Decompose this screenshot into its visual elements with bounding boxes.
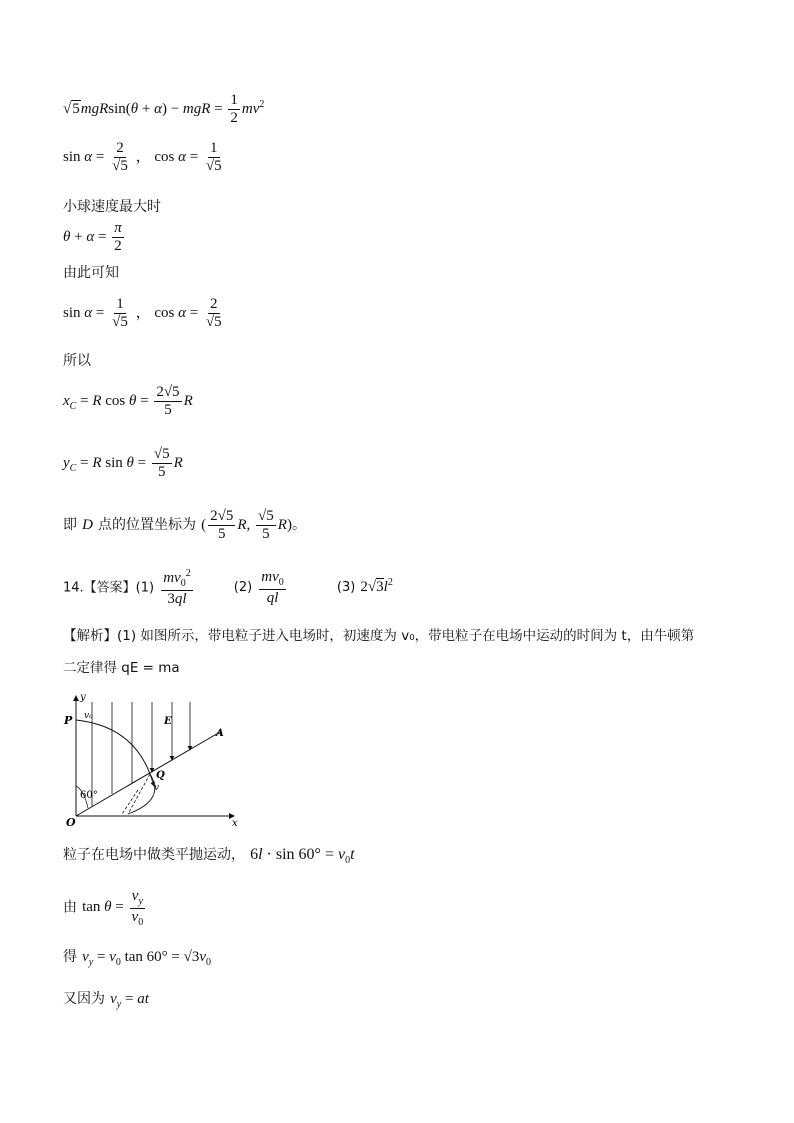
label-v0: v₀ [84,711,93,721]
text-max-speed: 小球速度最大时 [63,199,161,215]
line-oa [76,732,220,816]
text-so: 所以 [63,353,91,369]
label-o: O [66,816,76,829]
equation-vy: 得 $v_y = v_0$ $\tan 60^\circ = √3v_0$ [63,949,212,968]
equation-theta-alpha: θ + α = $\frac{\pi}{2}$ [63,220,122,255]
equation-tan: 由 tan θ = $\frac{v_y}{v_0}$ [63,888,144,928]
equation-xc: $x_C = R$ cos θ = $\frac{2√5}{5}$ R [63,384,193,419]
equation-motion: 粒子在电场中做类平抛运动， $6l \cdot \sin 60^\circ = v_0t$ [63,846,355,867]
equation-energy: √5mgRsin(θ + α) − mgR = $\frac{1}{2}$ $mv^2$ [63,92,265,127]
text-hence: 由此可知 [63,265,119,281]
text-d-coordinate: 即 D 点的位置坐标为 ( $\frac{2√5}{5}$ R, $\frac{√5}{5}$ R)。 [63,508,306,543]
equation-sin-cos-1: sin α = $\frac{2}{√5}$ ， cos α = $\frac{1}{√5}$ [63,140,222,175]
label-q: Q [156,770,165,781]
equation-sin-cos-2: sin α = $\frac{1}{√5}$ ， cos α = $\frac{2}{√5}$ [63,296,222,331]
label-angle: 60° [80,790,98,801]
label-x: x [232,818,238,829]
physics-figure [62,690,242,830]
analysis-line-1: 【解析】(1) 如图所示，带电粒子进入电场时，初速度为 v₀，带电粒子在电场中运动的时间为 t，由牛顿第 [63,628,695,644]
equation-yc: $y_C = R$ sin θ = $\frac{√5}{5}$ R [63,446,183,481]
answer-14: 14.【答案】(1) $\frac{mv_0^2}{3ql}$ (2) $\frac{mv_0}{ql}$ (3) $2√3l^2$ [63,568,393,607]
label-v: v [154,783,160,793]
label-y: y [80,692,86,703]
analysis-line-2: 二定律得 qE = ma [63,660,180,676]
label-a: A [216,728,224,739]
dashed-line [128,774,150,814]
equation-vy-at: 又因为 $v_y$ = at [63,991,149,1010]
trajectory [76,720,150,774]
label-e: E [164,716,172,727]
label-p: P [64,714,73,727]
